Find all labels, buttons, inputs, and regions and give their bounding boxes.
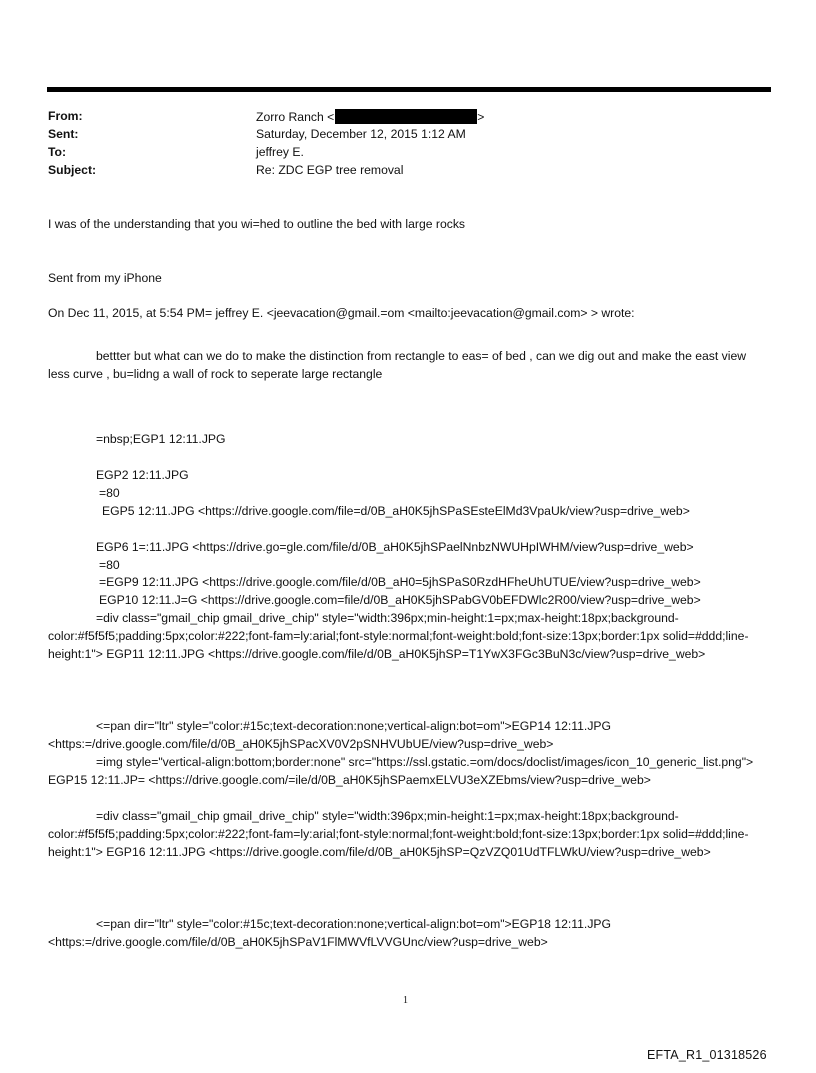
to-label: To: [48,145,67,159]
subject-label: Subject: [48,163,97,177]
egp9-line: =EGP9 12:11.JPG <https://drive.google.com/file/d/0B_aH0=5jhSPaS0RzdHFheUhUTUE/view?usp=drive_web> [99,575,701,589]
egp5-line: EGP5 12:11.JPG <https://drive.google.com/file=d/0B_aH0K5jhSPaSEsteElMd3VpaUk/view?usp=drive_web> [102,504,690,518]
quoted-paragraph [48,347,758,383]
chip-paragraph-1 [48,609,758,663]
span-paragraph-2-text: <=pan dir="ltr" style="color:#15c;text-decoration:none;vertical-align:bot=om">EGP18 12:11.JPG <https:=/drive.google.com/file/d/0B_aH0K5jhSPaV1FlMWVfLVVGUnc/view?usp=drive_web> [48,917,612,949]
egp10-line: EGP10 12:11.J=G <https://drive.google.com=file/d/0B_aH0K5jhSPabGV0bEFDWlc2R00/view?usp=drive_web> [99,593,701,607]
egp1-line: =nbsp;EGP1 12:11.JPG [96,432,226,446]
img-paragraph-text: =img style="vertical-align:bottom;border:none" src="https://ssl.gstatic.=om/docs/doclist/images/icon_10_generic_list.png"> EGP15 12:11.JP= <https://drive.google.com/=ile/d/0B_aH0K5jhSPaemxELVU3eXZEbms/view?usp=drive_web> [48,755,754,787]
bates-number: EFTA_R1_01318526 [647,1048,767,1062]
sent-value: Saturday, December 12, 2015 1:12 AM [256,127,466,141]
quoted-paragraph-text: bettter but what can we do to make the distinction from rectangle to eas= of bed , can we dig out and make the east view less curve , bu=lidng a wall of rock to seperate large rectangle [48,349,747,381]
from-label: From: [48,109,83,123]
separator-80-b: =80 [99,558,120,572]
egp2-line: EGP2 12:11.JPG [96,468,189,482]
sender-name: Zorro Ranch < [256,110,335,124]
chip-paragraph-1-text: =div class="gmail_chip gmail_drive_chip" style="width:396px;min-height:1=px;max-height:18px;background-color:#f5f5f5;padding:5px;color:#222;font-fam=ly:arial;font-style:normal;font-weight:bold;font-size:13px;border:1px solid=#ddd;line-height:1"> EGP11 12:11.JPG <https://drive.google.com/file/d/0B_aH0K5jhSP=T1YwX3FGc3BuN3c/view?usp=drive_web> [48,611,749,661]
span-paragraph-1 [48,717,758,753]
span-paragraph-2 [48,915,758,951]
from-value-end: > [477,110,485,124]
to-value: jeffrey E. [256,145,304,159]
redaction-box [335,109,477,124]
img-paragraph [48,753,758,789]
from-value [256,109,484,124]
chip-paragraph-2 [48,807,758,861]
message-text: I was of the understanding that you wi=hed to outline the bed with large rocks [48,217,466,231]
chip-paragraph-2-text: =div class="gmail_chip gmail_drive_chip" style="width:396px;min-height:1=px;max-height:18px;background-color:#f5f5f5;padding:5px;color:#222;font-fam=ly:arial;font-style:normal;font-weight:bold;font-size:13px;border:1px solid=#ddd;line-height:1"> EGP16 12:11.JPG <https://drive.google.com/file/d/0B_aH0K5jhSP=QzVZQ01UdTFLWkU/view?usp=drive_web> [48,809,749,859]
quote-header: On Dec 11, 2015, at 5:54 PM= jeffrey E. <jeevacation@gmail.=om <mailto:jeevacation@gmail.com> > wrote: [48,306,635,320]
page-number: 1 [403,995,408,1006]
separator-80-a: =80 [99,486,120,500]
subject-value: Re: ZDC EGP tree removal [256,163,404,177]
header-rule [47,87,771,92]
sent-label: Sent: [48,127,79,141]
egp6-line: EGP6 1=:11.JPG <https://drive.go=gle.com/file/d/0B_aH0K5jhSPaelNnbzNWUHpIWHM/view?usp=drive_web> [96,540,694,554]
signature-text: Sent from my iPhone [48,271,162,285]
span-paragraph-1-text: <=pan dir="ltr" style="color:#15c;text-decoration:none;vertical-align:bot=om">EGP14 12:11.JPG <https:=/drive.google.com/file/d/0B_aH0K5jhSPacXV0V2pSNHVUbUE/view?usp=drive_web> [48,719,612,751]
